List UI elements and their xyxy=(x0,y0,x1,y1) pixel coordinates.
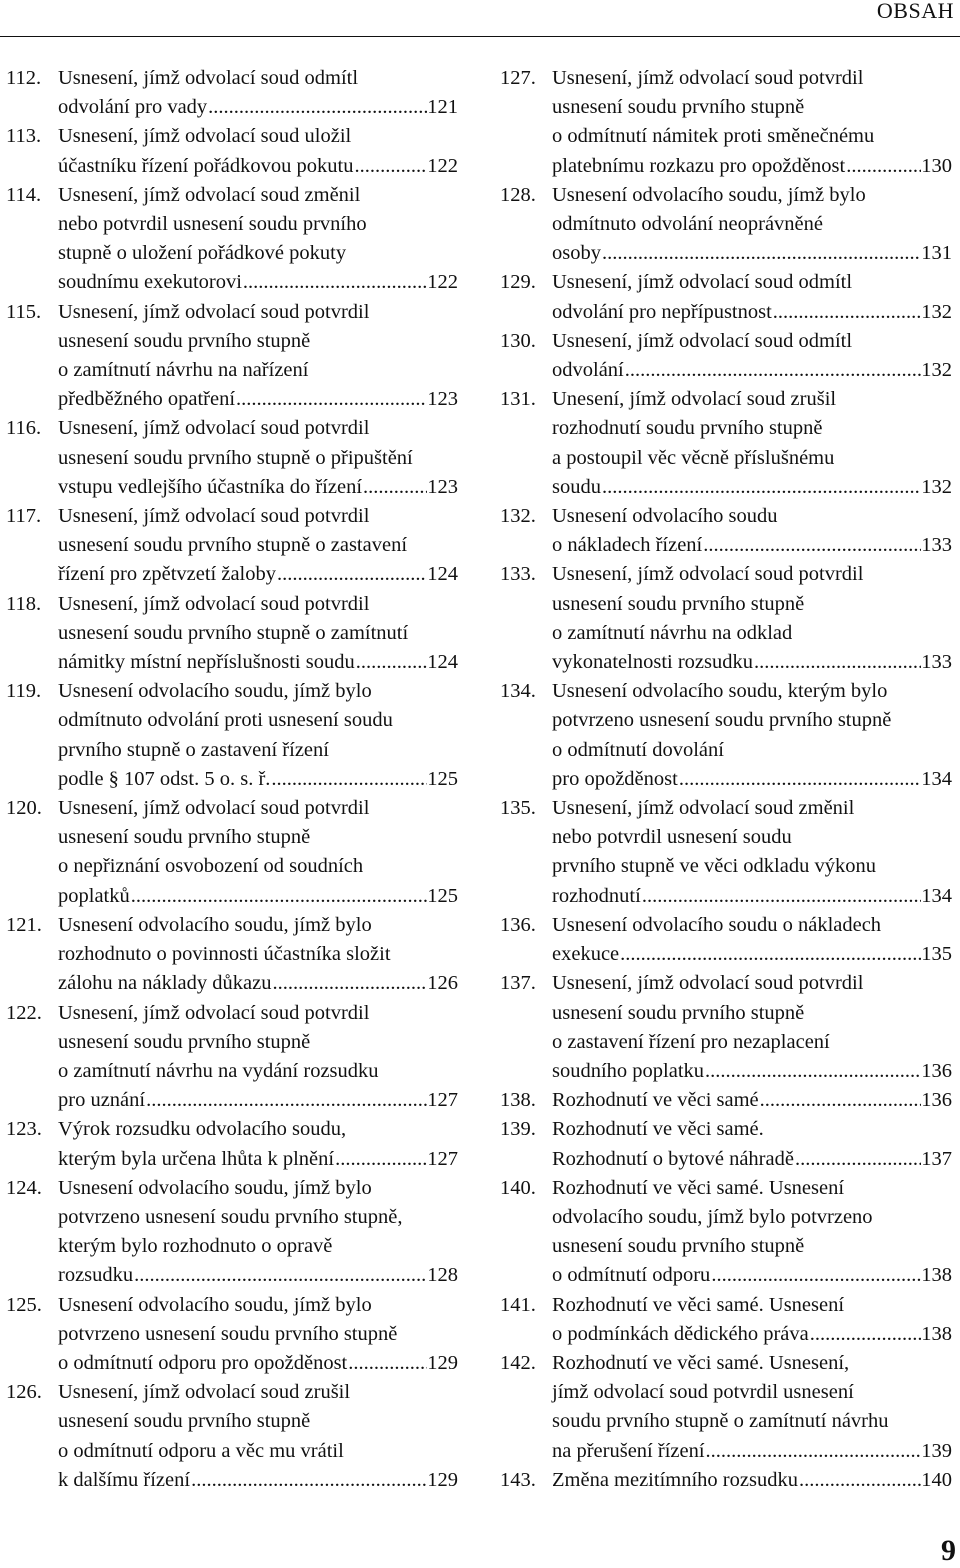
toc-entry-title xyxy=(552,1086,952,1115)
toc-entry-last-line xyxy=(58,152,458,181)
toc-entry-title-line: odmítnuto odvolání proti usnesení soudu xyxy=(58,709,393,732)
toc-entry-title-line: předběžného opatření xyxy=(58,388,236,411)
dot-leader xyxy=(362,473,427,502)
toc-entry-title-line: Usnesení, jímž odvolací soud potvrdil xyxy=(58,300,370,323)
toc-entry-number: 142. xyxy=(500,1351,536,1374)
toc-entry-title-line: o zamítnutí návrhu na odklad xyxy=(552,621,793,644)
toc-entry-title-line: exekuce xyxy=(552,943,620,966)
dot-leader xyxy=(271,969,427,998)
toc-entry-title-line: potvrzeno usnesení soudu prvního stupně, xyxy=(58,1205,403,1228)
toc-entry-last-line xyxy=(552,1466,952,1495)
toc-entry-title-line: Usnesení odvolacího soudu, jímž bylo xyxy=(58,680,372,703)
toc-entry-title-line: usnesení soudu prvního stupně xyxy=(552,96,805,119)
toc-entry-title-line: Usnesení odvolacího soudu, jímž bylo xyxy=(58,1176,372,1199)
toc-entry-last-line xyxy=(58,1145,458,1174)
toc-entry-title-line: Rozhodnutí ve věci samé. Usnesení, xyxy=(552,1351,850,1374)
dot-leader xyxy=(235,385,427,414)
toc-entry-last-line xyxy=(552,473,952,502)
toc-entry-title xyxy=(552,181,952,269)
toc-entry-title xyxy=(552,385,952,502)
toc-entry-title-line: k dalšímu řízení xyxy=(58,1468,191,1491)
toc-entry-number: 143. xyxy=(500,1468,536,1491)
toc-entry-title-line: o podmínkách dědického práva xyxy=(552,1322,809,1345)
toc-entry-title-line: o zamítnutí návrhu na nařízení xyxy=(58,359,309,382)
toc-entry-page: 123 xyxy=(427,475,458,498)
toc-entry-last-line xyxy=(552,239,952,268)
toc-entry-title xyxy=(552,1349,952,1466)
toc-entry-title-line: podle § 107 odst. 5 o. s. ř. xyxy=(58,767,271,790)
toc-entry-title-line: prvního stupně ve věci odkladu výkonu xyxy=(552,855,876,878)
toc-entry-title-line: platebnímu rozkazu pro opožděnost xyxy=(552,154,846,177)
toc-entry[interactable] xyxy=(500,268,952,326)
toc-entry-page: 124 xyxy=(427,651,458,674)
toc-entry-title-line: rozsudku xyxy=(58,1264,134,1287)
toc-entry-number: 122. xyxy=(6,1001,42,1024)
dot-leader xyxy=(702,531,921,560)
toc-entry-page: 122 xyxy=(427,154,458,177)
toc-entry-title-line: odvolání pro vady xyxy=(58,96,208,119)
toc-entry-title xyxy=(552,268,952,326)
toc-entry-title-line: Unesení, jímž odvolací soud zrušil xyxy=(552,388,837,411)
toc-entry-last-line xyxy=(552,298,952,327)
toc-entry-title-line: Změna mezitímního rozsudku xyxy=(552,1468,798,1491)
toc-entry-title-line: jímž odvolací soud potvrdil usnesení xyxy=(552,1381,854,1404)
toc-entry-title-line: potvrzeno usnesení soudu prvního stupně xyxy=(552,709,892,732)
toc-entry-title-line: kterým byla určena lhůta k plnění xyxy=(58,1147,335,1170)
toc-entry[interactable] xyxy=(6,502,458,590)
toc-entry-page: 132 xyxy=(921,359,952,382)
toc-entry-title-line: soudu prvního stupně o zamítnutí návrhu xyxy=(552,1410,889,1433)
toc-entry[interactable] xyxy=(500,1174,952,1291)
toc-entry-title-line: pro opožděnost xyxy=(552,767,678,790)
dot-leader xyxy=(207,93,427,122)
toc-entry-title xyxy=(552,1466,952,1495)
dot-leader xyxy=(601,239,921,268)
toc-entry-last-line xyxy=(58,1349,458,1378)
toc-entry-title-line: usnesení soudu prvního stupně xyxy=(552,1001,805,1024)
dot-leader xyxy=(641,882,921,911)
toc-entry-number: 120. xyxy=(6,797,42,820)
toc-entry-title-line: rozhodnutí soudu prvního stupně xyxy=(552,417,823,440)
toc-entry-title-line: soudu xyxy=(552,475,601,498)
toc-entry-number: 130. xyxy=(500,329,536,352)
toc-entry-last-line xyxy=(58,560,458,589)
toc-entry-page: 127 xyxy=(427,1147,458,1170)
toc-entry-title xyxy=(58,1115,458,1173)
toc-entry-title-line: o zamítnutí návrhu na vydání rozsudku xyxy=(58,1059,379,1082)
toc-entry[interactable] xyxy=(6,122,458,180)
toc-entry-title xyxy=(552,64,952,181)
toc-entry-last-line xyxy=(58,648,458,677)
dot-leader xyxy=(705,1437,922,1466)
dot-leader xyxy=(601,473,921,502)
toc-entry-title-line: Usnesení, jímž odvolací soud odmítl xyxy=(552,329,853,352)
toc-entry-title-line: Rozhodnutí ve věci samé. Usnesení xyxy=(552,1176,845,1199)
toc-entry-title xyxy=(58,677,458,794)
toc-entry-title-line: Usnesení, jímž odvolací soud změnil xyxy=(552,797,855,820)
toc-entry[interactable] xyxy=(500,1115,952,1173)
toc-entry-title-line: usnesení soudu prvního stupně o zamítnutí xyxy=(58,621,409,644)
toc-entry-title-line: zálohu na náklady důkazu xyxy=(58,972,272,995)
toc-entry-title-line: Usnesení odvolacího soudu, kterým bylo xyxy=(552,680,888,703)
toc-entry-title-line: Usnesení odvolacího soudu o nákladech xyxy=(552,913,882,936)
dot-leader xyxy=(798,1466,921,1495)
toc-entry-last-line xyxy=(58,765,458,794)
toc-entry[interactable] xyxy=(6,1291,458,1379)
toc-entry-page: 129 xyxy=(427,1468,458,1491)
toc-entry-last-line xyxy=(552,1437,952,1466)
toc-entry-title-line: nebo potvrdil usnesení soudu xyxy=(552,826,792,849)
toc-entry-title xyxy=(58,1174,458,1291)
toc-entry-number: 119. xyxy=(6,680,42,703)
toc-entry-title-line: usnesení soudu prvního stupně xyxy=(552,1235,805,1258)
dot-leader xyxy=(347,1349,427,1378)
dot-leader xyxy=(710,1261,921,1290)
toc-entry-title xyxy=(552,1174,952,1291)
toc-entry-title-line: vykonatelnosti rozsudku xyxy=(552,651,753,674)
dot-leader xyxy=(772,298,921,327)
toc-entry-title-line: Usnesení, jímž odvolací soud potvrdil xyxy=(552,563,864,586)
toc-entry-page: 139 xyxy=(921,1439,952,1462)
toc-entry-title xyxy=(552,677,952,794)
toc-left-column xyxy=(6,64,458,1495)
dot-leader xyxy=(190,1466,427,1495)
dot-leader xyxy=(270,765,427,794)
toc-entry-page: 135 xyxy=(921,943,952,966)
toc-entry-title-line: Rozhodnutí ve věci samé xyxy=(552,1089,759,1112)
toc-entry-last-line xyxy=(58,1261,458,1290)
toc-entry-title-line: usnesení soudu prvního stupně o připuštění xyxy=(58,446,413,469)
dot-leader xyxy=(624,356,922,385)
toc-entry-page: 136 xyxy=(921,1059,952,1082)
toc-entry[interactable] xyxy=(500,64,952,181)
toc-entry-title-line: odvolání xyxy=(552,359,624,382)
toc-entry-title-line: o odmítnutí dovolání xyxy=(552,738,724,761)
toc-entry-title-line: rozhodnutí xyxy=(552,884,641,907)
dot-leader xyxy=(704,1057,921,1086)
toc-entry-last-line xyxy=(552,1086,952,1115)
dot-leader xyxy=(759,1086,922,1115)
toc-entry-number: 117. xyxy=(6,505,42,528)
toc-entry-title-line: Rozhodnutí ve věci samé. xyxy=(552,1118,764,1141)
toc-entry-number: 121. xyxy=(6,913,42,936)
toc-entry-title-line: usnesení soudu prvního stupně xyxy=(58,329,311,352)
toc-entry-number: 118. xyxy=(6,592,42,615)
toc-entry-last-line xyxy=(58,882,458,911)
toc-entry-title-line: o zastavení řízení pro nezaplacení xyxy=(552,1030,830,1053)
toc-entry-number: 141. xyxy=(500,1293,536,1316)
dot-leader xyxy=(794,1145,921,1174)
toc-entry-title-line: Usnesení, jímž odvolací soud změnil xyxy=(58,183,361,206)
toc-entry-last-line xyxy=(58,473,458,502)
toc-entry-last-line xyxy=(552,882,952,911)
toc-entry-last-line xyxy=(552,940,952,969)
toc-entry-title xyxy=(58,590,458,678)
toc-entry-page: 138 xyxy=(921,1322,952,1345)
toc-entry-number: 123. xyxy=(6,1118,42,1141)
toc-entry-page: 132 xyxy=(921,300,952,323)
toc-entry-title-line: poplatků xyxy=(58,884,130,907)
toc-entry-last-line xyxy=(552,1261,952,1290)
dot-leader xyxy=(130,882,428,911)
toc-entry-last-line xyxy=(552,648,952,677)
toc-entry-page: 125 xyxy=(427,767,458,790)
toc-entry[interactable] xyxy=(500,794,952,911)
toc-entry-page: 128 xyxy=(427,1264,458,1287)
toc-entry-title-line: o odmítnutí odporu a věc mu vrátil xyxy=(58,1439,344,1462)
toc-entry-number: 131. xyxy=(500,388,536,411)
toc-entry-number: 124. xyxy=(6,1176,42,1199)
toc-entry-number: 136. xyxy=(500,913,536,936)
toc-entry-number: 113. xyxy=(6,125,42,148)
toc-entry-page: 134 xyxy=(921,767,952,790)
toc-entry-page: 130 xyxy=(921,154,952,177)
toc-entry-page: 136 xyxy=(921,1089,952,1112)
toc-entry-title-line: na přerušení řízení xyxy=(552,1439,705,1462)
toc-entry-number: 116. xyxy=(6,417,42,440)
toc-entry-last-line xyxy=(58,1466,458,1495)
toc-entry-last-line xyxy=(552,152,952,181)
toc-entry-number: 114. xyxy=(6,183,42,206)
toc-entry-number: 125. xyxy=(6,1293,42,1316)
toc-entry-page: 138 xyxy=(921,1264,952,1287)
toc-entry-title-line: Usnesení, jímž odvolací soud potvrdil xyxy=(552,67,864,89)
page-number: 9 xyxy=(941,1534,956,1567)
dot-leader xyxy=(133,1261,427,1290)
toc-entry-page: 123 xyxy=(427,388,458,411)
toc-entry-page: 132 xyxy=(921,475,952,498)
toc-entry-title-line: Usnesení odvolacího soudu, jímž bylo xyxy=(58,1293,372,1316)
toc-entry[interactable] xyxy=(500,677,952,794)
toc-entry-number: 115. xyxy=(6,300,42,323)
toc-entry-title-line: pro uznání xyxy=(58,1089,146,1112)
toc-entry[interactable] xyxy=(6,181,458,298)
toc-entry[interactable] xyxy=(500,1291,952,1349)
toc-entry-last-line xyxy=(58,268,458,297)
toc-entry-number: 126. xyxy=(6,1381,42,1404)
toc-entry-title xyxy=(552,969,952,1086)
header-divider xyxy=(0,36,960,37)
toc-entry-title-line: usnesení soudu prvního stupně o zastavení xyxy=(58,534,408,557)
toc-entry-number: 129. xyxy=(500,271,536,294)
toc-entry-page: 140 xyxy=(921,1468,952,1491)
toc-entry[interactable] xyxy=(500,385,952,502)
toc-entry-title-line: Usnesení odvolacího soudu, jímž bylo xyxy=(552,183,866,206)
toc-entry[interactable] xyxy=(500,502,952,560)
toc-entry-title-line: Rozhodnutí ve věci samé. Usnesení xyxy=(552,1293,845,1316)
toc-entry-last-line xyxy=(552,1057,952,1086)
toc-entry-page: 124 xyxy=(427,563,458,586)
toc-entry[interactable] xyxy=(500,1349,952,1466)
toc-entry[interactable] xyxy=(6,1378,458,1495)
toc-entry-last-line xyxy=(552,1145,952,1174)
toc-entry-title-line: účastníku řízení pořádkovou pokutu xyxy=(58,154,354,177)
toc-entry-title-line: osoby xyxy=(552,242,601,265)
toc-entry-last-line xyxy=(58,969,458,998)
toc-entry[interactable] xyxy=(6,999,458,1116)
toc-entry-title-line: potvrzeno usnesení soudu prvního stupně xyxy=(58,1322,398,1345)
toc-entry-title-line: o nákladech řízení xyxy=(552,534,703,557)
toc-entry-title-line: usnesení soudu prvního stupně xyxy=(58,1410,311,1433)
toc-entry-title-line: a postoupil věc věcně příslušnému xyxy=(552,446,835,469)
toc-entry-title-line: Usnesení, jímž odvolací soud potvrdil xyxy=(552,972,864,995)
toc-entry[interactable] xyxy=(6,911,458,999)
toc-entry-number: 127. xyxy=(500,67,536,89)
toc-entry-title-line: nebo potvrdil usnesení soudu prvního xyxy=(58,213,367,236)
toc-entry[interactable] xyxy=(6,1115,458,1173)
dot-leader xyxy=(845,152,921,181)
toc-entry-title-line: stupně o uložení pořádkové pokuty xyxy=(58,242,347,265)
toc-right-column xyxy=(500,64,952,1495)
toc-entry-number: 137. xyxy=(500,972,536,995)
toc-entry-title xyxy=(58,181,458,298)
dot-leader xyxy=(619,940,921,969)
toc-entry-page: 133 xyxy=(921,651,952,674)
toc-entry-title xyxy=(58,64,458,122)
toc-entry[interactable] xyxy=(500,1086,952,1115)
toc-entry-page: 125 xyxy=(427,884,458,907)
toc-entry[interactable] xyxy=(500,327,952,385)
toc-entry-number: 140. xyxy=(500,1176,536,1199)
toc-entry-page: 122 xyxy=(427,271,458,294)
toc-entry-number: 135. xyxy=(500,797,536,820)
dot-leader xyxy=(145,1086,427,1115)
toc-entry-title-line: Usnesení, jímž odvolací soud potvrdil xyxy=(58,505,370,528)
toc-entry-title-line: Usnesení, jímž odvolací soud zrušil xyxy=(58,1381,351,1404)
toc-entry-title-line: vstupu vedlejšího účastníka do řízení xyxy=(58,475,363,498)
toc-entry-number: 139. xyxy=(500,1118,536,1141)
toc-entry-title-line: o odmítnutí námitek proti směnečnému xyxy=(552,125,875,148)
toc-entry-title-line: odmítnuto odvolání neoprávněné xyxy=(552,213,823,236)
toc-entry-last-line xyxy=(552,356,952,385)
toc-entry-title-line: odvolání pro nepřípustnost xyxy=(552,300,772,323)
toc-entry-title-line: o nepřiznání osvobození od soudních xyxy=(58,855,364,878)
toc-entry-title-line: o odmítnutí odporu xyxy=(552,1264,711,1287)
toc-entry[interactable] xyxy=(500,181,952,269)
toc-entry-title xyxy=(58,1291,458,1379)
toc-entry-title-line: soudního poplatku xyxy=(552,1059,705,1082)
toc-entry-title-line: prvního stupně o zastavení řízení xyxy=(58,738,329,761)
toc-entry-title xyxy=(552,794,952,911)
dot-leader xyxy=(809,1320,922,1349)
toc-entry[interactable] xyxy=(6,414,458,502)
toc-entry-page: 137 xyxy=(921,1147,952,1170)
toc-entry-title-line: usnesení soudu prvního stupně xyxy=(552,592,805,615)
toc-entry-title-line: odvolacího soudu, jímž bylo potvrzeno xyxy=(552,1205,873,1228)
toc-entry-title xyxy=(58,502,458,590)
toc-entry-title-line: usnesení soudu prvního stupně xyxy=(58,826,311,849)
toc-entry-title xyxy=(552,560,952,677)
toc-entry-title-line: kterým bylo rozhodnuto o opravě xyxy=(58,1235,333,1258)
toc-entry[interactable] xyxy=(500,1466,952,1495)
toc-entry[interactable] xyxy=(500,560,952,677)
toc-entry-page: 129 xyxy=(427,1351,458,1374)
toc-entry-page: 133 xyxy=(921,534,952,557)
toc-entry-title-line: Usnesení, jímž odvolací soud potvrdil xyxy=(58,1001,370,1024)
running-header-title: OBSAH xyxy=(876,0,954,23)
toc-entry-title xyxy=(58,414,458,502)
dot-leader xyxy=(353,152,427,181)
toc-entry[interactable] xyxy=(6,677,458,794)
toc-entry-title-line: Usnesení, jímž odvolací soud potvrdil xyxy=(58,417,370,440)
toc-entry-page: 134 xyxy=(921,884,952,907)
toc-entry-title-line: o odmítnutí odporu pro opožděnost xyxy=(58,1351,348,1374)
toc-entry-title-line: Usnesení, jímž odvolací soud uložil xyxy=(58,125,352,148)
toc-entry-last-line xyxy=(58,93,458,122)
toc-entry-last-line xyxy=(58,1086,458,1115)
dot-leader xyxy=(753,648,921,677)
toc-entry-last-line xyxy=(552,765,952,794)
toc-entry-title xyxy=(552,502,952,560)
toc-entry-title xyxy=(58,1378,458,1495)
toc-entry-number: 128. xyxy=(500,183,536,206)
dot-leader xyxy=(242,268,427,297)
toc-entry-title xyxy=(58,999,458,1116)
toc-entry-number: 112. xyxy=(6,67,42,89)
toc-entry-number: 132. xyxy=(500,505,536,528)
toc-entry[interactable] xyxy=(6,590,458,678)
dot-leader xyxy=(678,765,921,794)
dot-leader xyxy=(334,1145,427,1174)
toc-entry[interactable] xyxy=(6,64,458,122)
toc-entry-title-line: Usnesení, jímž odvolací soud odmítl xyxy=(58,67,359,89)
toc-entry-title-line: Usnesení, jímž odvolací soud odmítl xyxy=(552,271,853,294)
toc-entry-title xyxy=(58,122,458,180)
toc-entry-title xyxy=(58,911,458,999)
toc-entry-number: 133. xyxy=(500,563,536,586)
toc-entry-title-line: Usnesení odvolacího soudu xyxy=(552,505,778,528)
toc-entry[interactable] xyxy=(500,969,952,1086)
toc-entry-title-line: řízení pro zpětvzetí žaloby xyxy=(58,563,276,586)
toc-entry-last-line xyxy=(58,385,458,414)
toc-entry-title xyxy=(58,794,458,911)
toc-entry-last-line xyxy=(552,531,952,560)
toc-entry[interactable] xyxy=(6,794,458,911)
dot-leader xyxy=(276,560,427,589)
toc-entry[interactable] xyxy=(6,1174,458,1291)
toc-entry-title-line: usnesení soudu prvního stupně xyxy=(58,1030,311,1053)
toc-entry-title xyxy=(552,911,952,969)
toc-entry-title-line: Rozhodnutí o bytové náhradě xyxy=(552,1147,794,1170)
toc-entry-last-line xyxy=(552,1320,952,1349)
toc-entry-title-line: rozhodnuto o povinnosti účastníka složit xyxy=(58,943,391,966)
toc-entry-title xyxy=(58,298,458,415)
dot-leader xyxy=(355,648,428,677)
toc-entry-title xyxy=(552,327,952,385)
toc-entry-title-line: Usnesení odvolacího soudu, jímž bylo xyxy=(58,913,372,936)
toc-entry-page: 127 xyxy=(427,1089,458,1112)
toc-entry[interactable] xyxy=(6,298,458,415)
toc-entry[interactable] xyxy=(500,911,952,969)
toc-entry-title-line: Usnesení, jímž odvolací soud potvrdil xyxy=(58,797,370,820)
toc-entry-number: 134. xyxy=(500,680,536,703)
toc-entry-number: 138. xyxy=(500,1089,536,1112)
toc-entry-title-line: soudnímu exekutorovi xyxy=(58,271,242,294)
toc-entry-title-line: námitky místní nepříslušnosti soudu xyxy=(58,651,355,674)
toc-entry-title xyxy=(552,1115,952,1173)
toc-entry-page: 126 xyxy=(427,972,458,995)
toc-entry-title-line: Výrok rozsudku odvolacího soudu, xyxy=(58,1118,347,1141)
toc-entry-page: 131 xyxy=(921,242,952,265)
toc-entry-title-line: Usnesení, jímž odvolací soud potvrdil xyxy=(58,592,370,615)
toc-entry-page: 121 xyxy=(427,96,458,119)
toc-entry-title xyxy=(552,1291,952,1349)
